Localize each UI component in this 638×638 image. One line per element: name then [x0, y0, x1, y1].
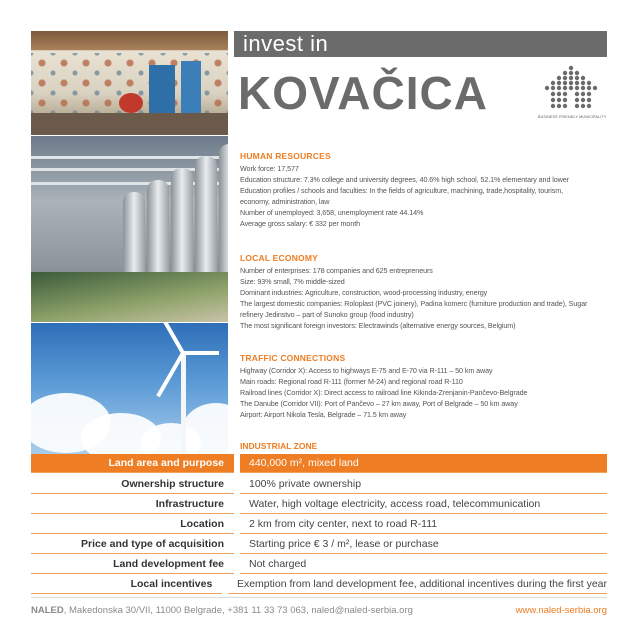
- economy-line: The largest domestic companies: Roloplast (PVC joinery), Padina komerc (furniture production and trade), Sugar: [240, 299, 588, 308]
- zone-label: Price and type of acquisition: [31, 535, 234, 554]
- invest-label: invest in: [243, 31, 329, 56]
- zone-row: [31, 454, 607, 473]
- logo-caption: BUSINESS FRIENDLY MUNICIPALITY: [538, 115, 607, 119]
- footer-website-link[interactable]: www.naled-serbia.org: [515, 605, 607, 616]
- economy-line: Number of enterprises: 178 companies and 625 entrepreneurs: [240, 266, 433, 275]
- hr-line: economy, administration, law: [240, 197, 330, 206]
- section-title-local-economy: LOCAL ECONOMY: [240, 253, 319, 263]
- hr-line: Education profiles / schools and faculties: In the fields of agriculture, machining, trade,hospitality, tourism,: [240, 186, 564, 195]
- zone-row: [31, 495, 607, 514]
- zone-label: Land development fee: [31, 555, 234, 574]
- photo-traditional-house: [31, 31, 228, 135]
- zone-value: Starting price € 3 / m², lease or purchase: [240, 535, 607, 554]
- zone-label: Infrastructure: [31, 495, 234, 514]
- zone-value: Water, high voltage electricity, access road, telecommunication: [240, 495, 607, 514]
- footer-contact: [31, 605, 413, 616]
- hr-line: Average gross salary: € 332 per month: [240, 219, 361, 228]
- footer-divider: [31, 597, 607, 598]
- section-title-industrial-zone: INDUSTRIAL ZONE: [240, 441, 318, 451]
- zone-row: [31, 535, 607, 554]
- economy-line: refinery Jedinstvo – part of Sunoko group (food industry): [240, 310, 414, 319]
- zone-label: Land area and purpose: [31, 454, 234, 473]
- footer-address: , Makedonska 30/VII, 11000 Belgrade, +381 11 33 73 063, naled@naled-serbia.org: [63, 605, 413, 616]
- zone-label: Ownership structure: [31, 475, 234, 494]
- zone-row: [31, 475, 607, 494]
- hr-line: Number of unemployed: 3,658, unemployment rate 44.14%: [240, 208, 424, 217]
- zone-row: [31, 515, 607, 534]
- economy-line: The most significant foreign investors: Electrawinds (alternative energy sources, Belgium): [240, 321, 516, 330]
- section-title-human-resources: HUMAN RESOURCES: [240, 151, 331, 161]
- traffic-line: The Danube (Corridor VII): Port of Pančevo – 27 km away, Port of Belgrade – 50 km away: [240, 399, 518, 408]
- traffic-line: Airport: Airport Nikola Tesla, Belgrade – 71.5 km away: [240, 410, 407, 419]
- zone-value: 2 km from city center, next to road R-111: [240, 515, 607, 534]
- hr-line: Work force: 17,577: [240, 164, 299, 173]
- hr-line: Education structure: 7.3% college and university degrees, 40.6% high school, 52.1% elementary and lower: [240, 175, 569, 184]
- economy-line: Size: 93% small, 7% middle-sized: [240, 277, 345, 286]
- zone-value: Exemption from land development fee, additional incentives during the first year: [228, 575, 607, 594]
- zone-row: [31, 575, 607, 594]
- bfc-logo-icon: [536, 64, 606, 120]
- economy-line: Dominant industries: Agriculture, construction, wood-processing industry, energy: [240, 288, 488, 297]
- zone-value: 100% private ownership: [240, 475, 607, 494]
- traffic-line: Railroad lines (Corridor X): Direct access to railroad line Kikinda-Zrenjanin-Pančevo-Belgrade: [240, 388, 528, 397]
- photo-sugar-refinery: [31, 136, 228, 322]
- section-title-traffic: TRAFFIC CONNECTIONS: [240, 353, 346, 363]
- zone-value: Not charged: [240, 555, 607, 574]
- zone-row: [31, 555, 607, 574]
- page-title: KOVAČICA: [238, 67, 488, 119]
- zone-label: Location: [31, 515, 234, 534]
- traffic-line: Highway (Corridor X): Access to highways E-75 and E-70 via R-111 – 50 km away: [240, 366, 493, 375]
- photo-wind-turbine: [31, 323, 228, 454]
- zone-label: Local incentives: [31, 575, 222, 594]
- zone-value: 440,000 m², mixed land: [240, 454, 607, 473]
- traffic-line: Main roads: Regional road R-111 (former M-24) and regional road R-110: [240, 377, 463, 386]
- footer-org: NALED: [31, 605, 64, 616]
